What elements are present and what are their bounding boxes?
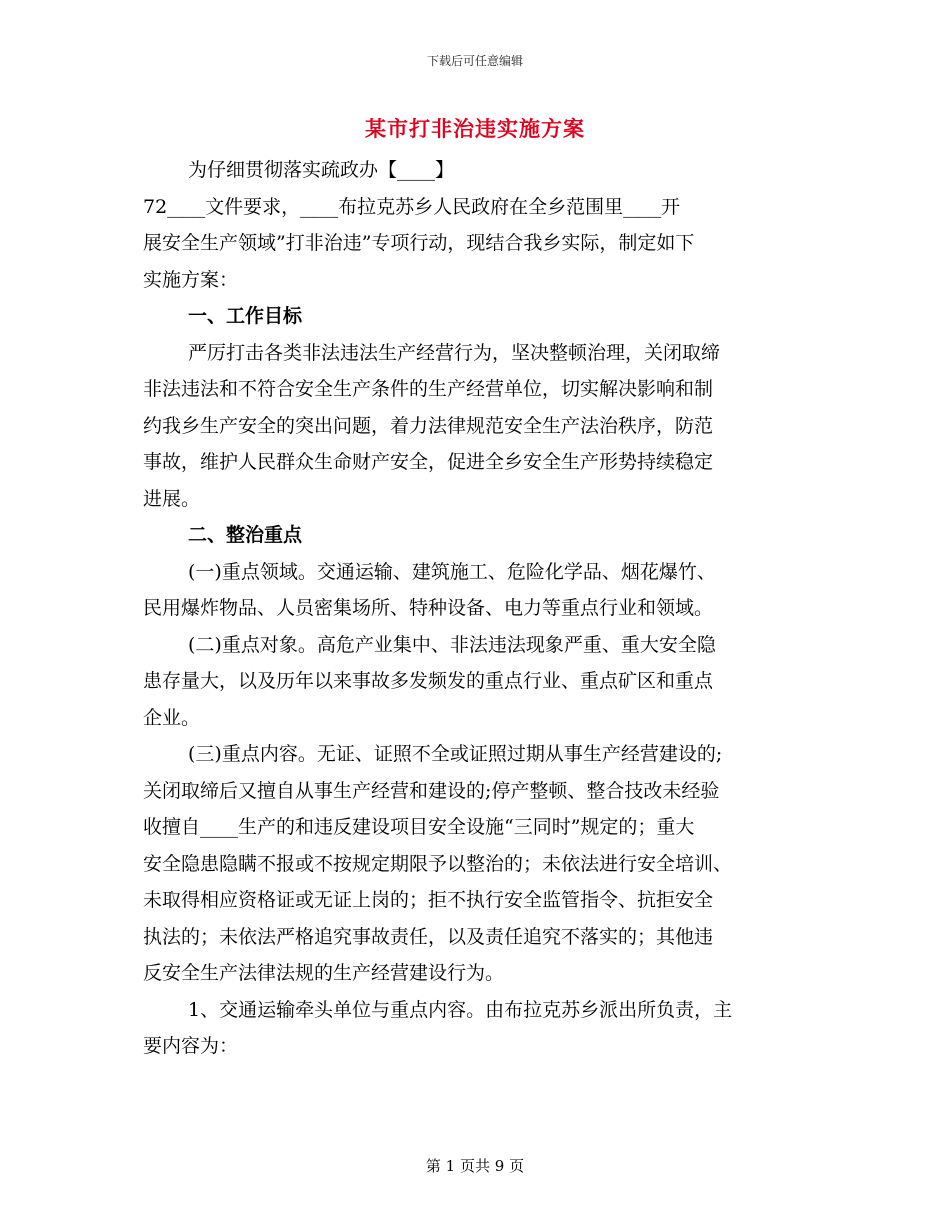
goal-paragraph: [143, 335, 808, 518]
text-line: 反安全生产法律法规的生产经营建设行为。: [143, 962, 505, 984]
text-line: 未取得相应资格证或无证上岗的；拒不执行安全监管指令、抗拒安全: [143, 889, 714, 911]
focus-content-paragraph: [143, 736, 808, 992]
text-line: 为仔细贯彻落实疏政办【____】: [188, 159, 455, 181]
text-line: 患存量大，以及历年以来事故多发频发的重点行业、重点矿区和重点: [143, 670, 714, 692]
section-heading-goal: [143, 298, 808, 335]
header-note: 下载后可任意编辑: [426, 54, 523, 68]
section-heading-focus: [143, 517, 808, 554]
text-line: 企业。: [143, 706, 201, 729]
document-body: [143, 152, 808, 1065]
text-line: 进展。: [143, 487, 201, 510]
text-line: (二)重点对象。高危产业集中、非法违法现象严重、重大安全隐: [188, 633, 716, 656]
heading-text: 二、整治重点: [188, 524, 303, 546]
text-line: 安全隐患隐瞒不报或不按规定期限予以整治的；未依法进行安全培训、: [143, 852, 733, 875]
text-line: 执法的；未依法严格追究事故责任，以及责任追究不落实的；其他违: [143, 925, 714, 948]
transport-paragraph: [143, 992, 808, 1065]
text-line: 实施方案：: [143, 268, 239, 291]
text-line: 严厉打击各类非法违法生产经营行为，坚决整顿治理，关闭取缔: [188, 341, 721, 364]
text-line: 事故，维护人民群众生命财产安全，促进全乡安全生产形势持续稳定: [143, 451, 714, 473]
text-line: 关闭取缔后又擅自从事生产经营和建设的;停产整顿、整合技改未经验: [143, 779, 720, 802]
focus-area-paragraph: [143, 554, 808, 627]
text-line: 收擅自____生产的和违反建设项目安全设施“三同时”规定的；重大: [143, 816, 695, 838]
text-line: 展安全生产领域”打非治违”专项行动，现结合我乡实际，制定如下: [143, 232, 695, 254]
text-line: 要内容为：: [143, 1035, 239, 1057]
document-title: 某市打非治违实施方案: [365, 116, 585, 141]
text-line: 1、交通运输牵头单位与重点内容。由布拉克苏乡派出所负责，主: [188, 998, 733, 1021]
text-line: 72____文件要求，____布拉克苏乡人民政府在全乡范围里____开: [143, 195, 681, 218]
page-footer: 第 1 页共 9 页: [425, 1157, 525, 1175]
text-line: (一)重点领域。交通运输、建筑施工、危险化学品、烟花爆竹、: [188, 560, 716, 583]
heading-text: 一、工作目标: [188, 305, 303, 327]
text-line: 非法违法和不符合安全生产条件的生产经营单位，切实解决影响和制: [143, 378, 714, 400]
text-line: (三)重点内容。无证、证照不全或证照过期从事生产经营建设的;: [188, 743, 723, 765]
text-line: 民用爆炸物品、人员密集场所、特种设备、电力等重点行业和领域。: [143, 597, 714, 619]
text-line: 约我乡生产安全的突出问题，着力法律规范安全生产法治秩序，防范: [143, 414, 714, 437]
focus-target-paragraph: [143, 627, 808, 737]
intro-paragraph: [143, 152, 808, 298]
